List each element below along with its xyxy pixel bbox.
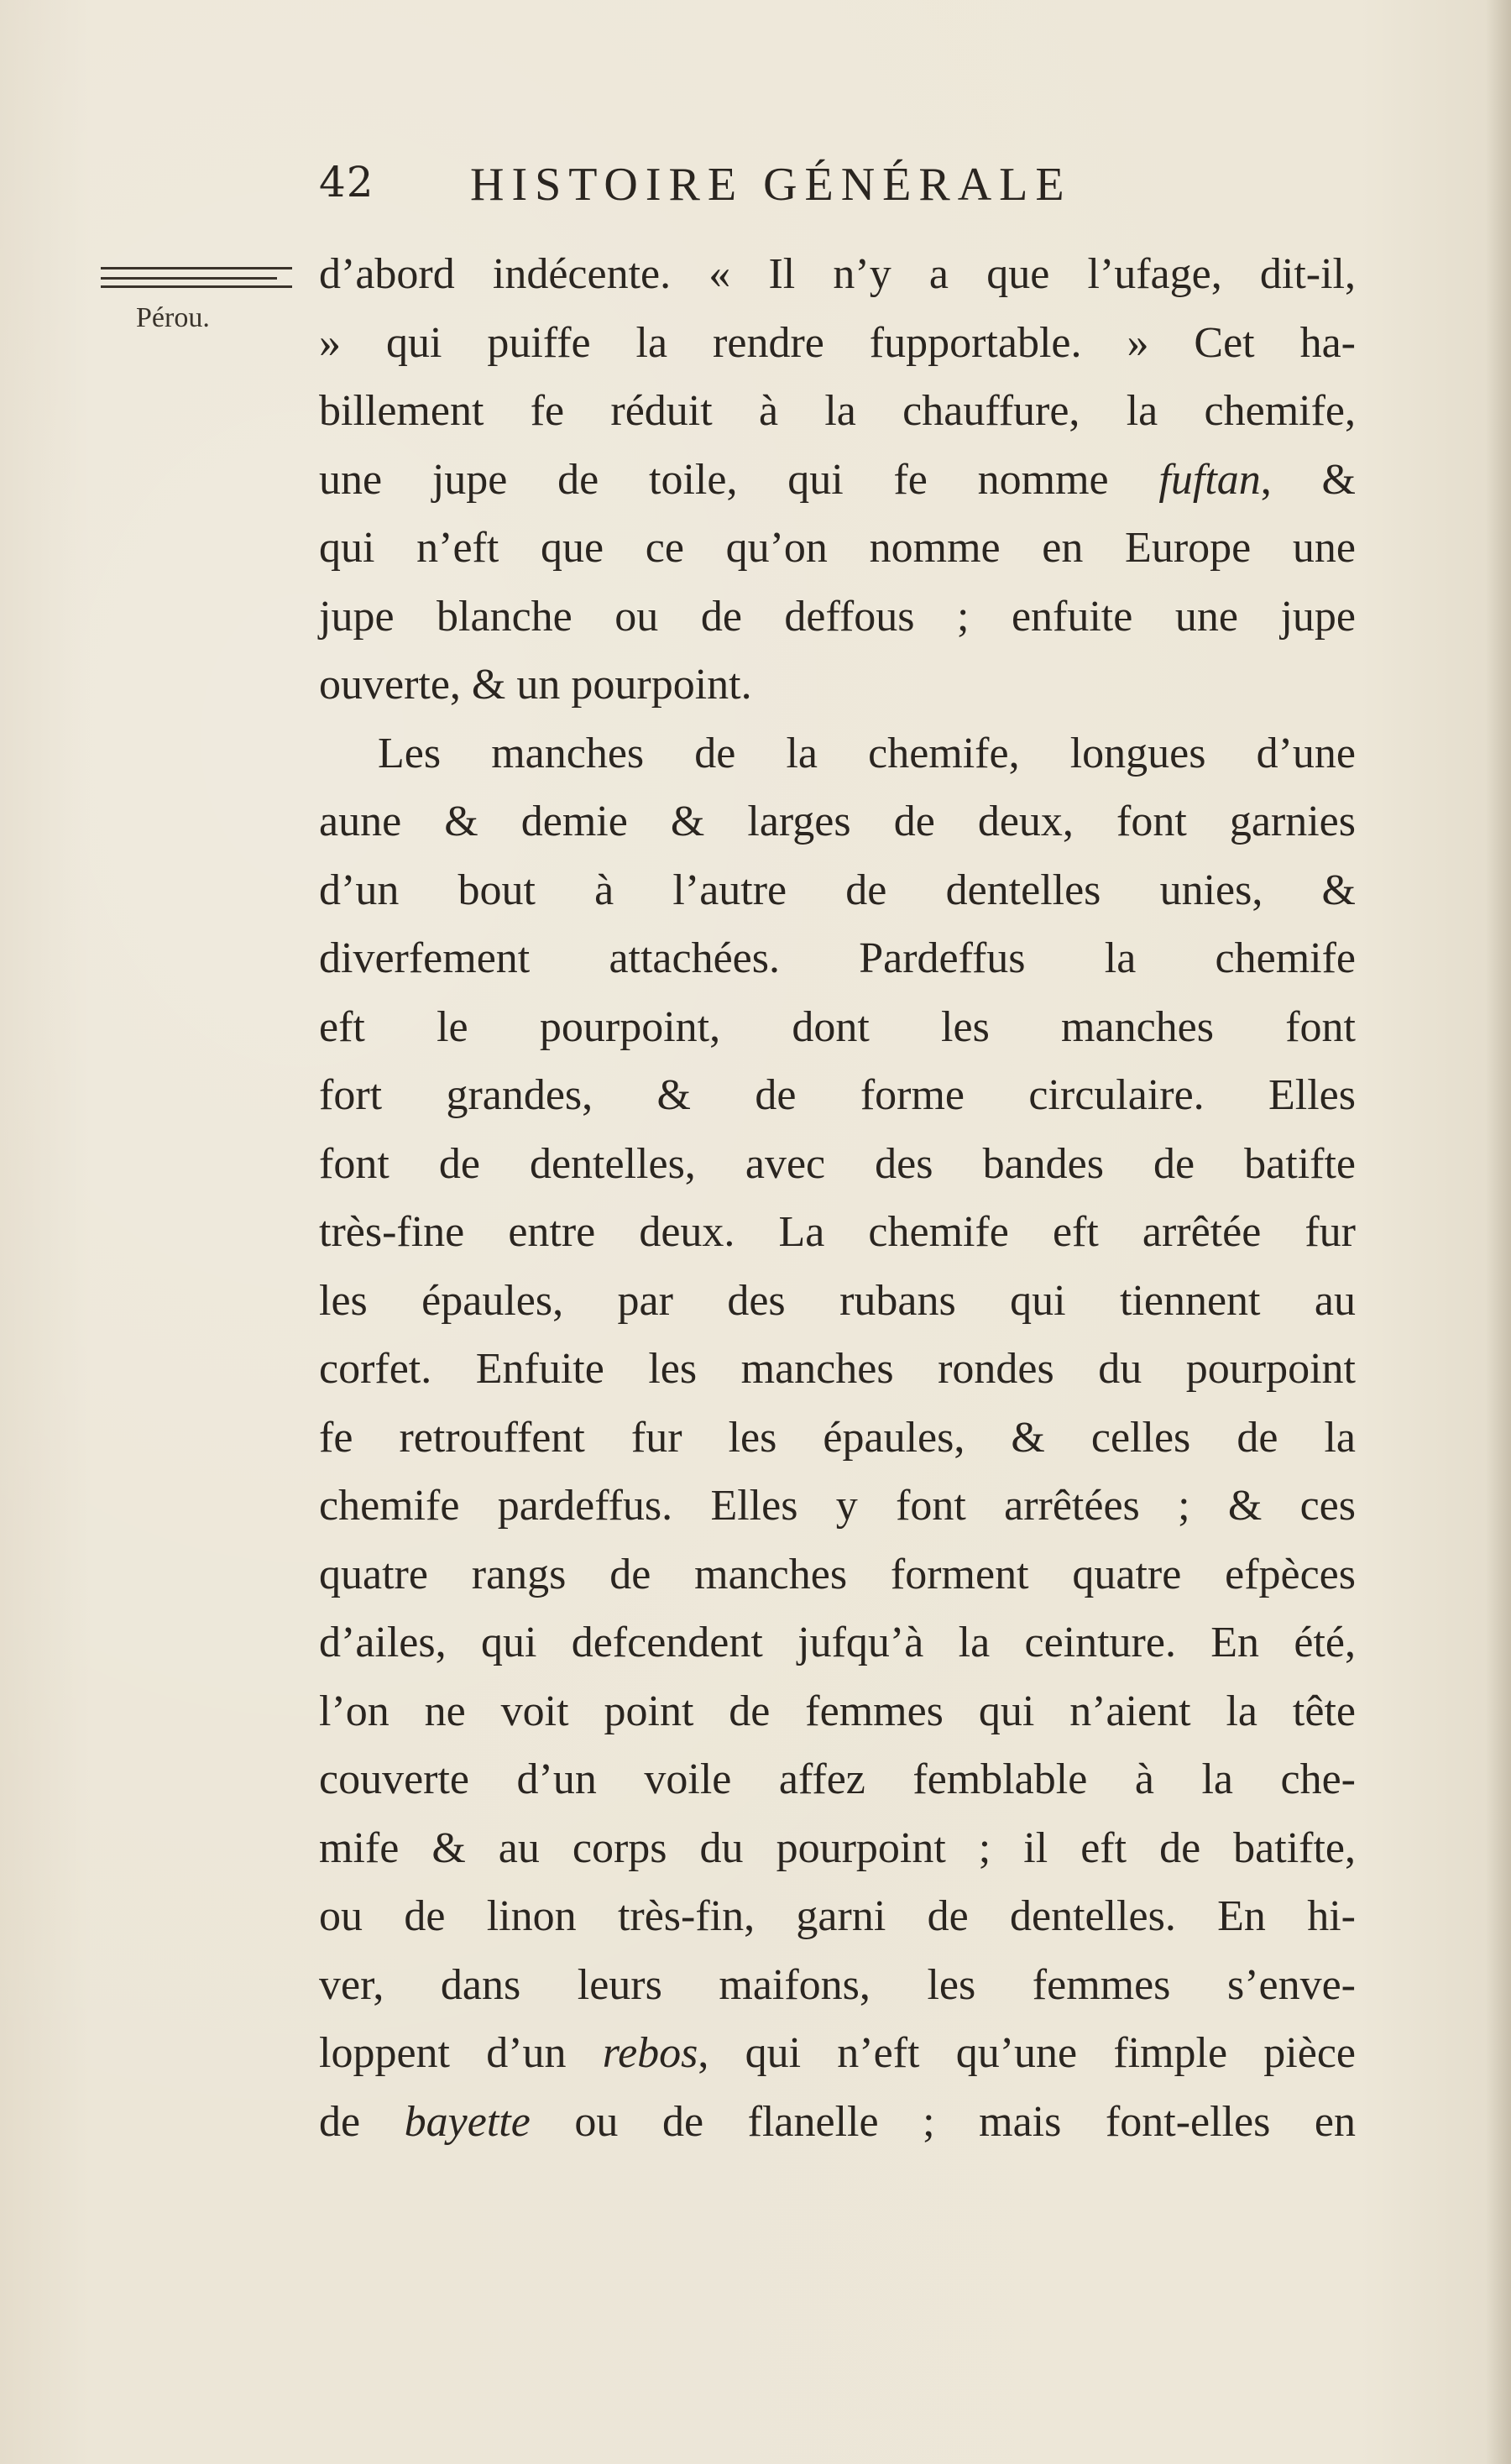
text-line [319, 583, 1356, 651]
text-run: ou de linon très-fin, garni de dentelles. En hi- [319, 1892, 1356, 1940]
text-line [319, 1745, 1356, 1814]
text-line [319, 1882, 1356, 1951]
text-run: ouverte, & un pourpoint. [319, 661, 752, 709]
text-run: quatre rangs de manches forment quatre efpèces [319, 1550, 1356, 1598]
margin-rule [101, 267, 292, 269]
text-line [319, 856, 1356, 925]
running-title: HISTOIRE GÉNÉRALE [470, 159, 1072, 211]
text-line [319, 1130, 1356, 1199]
text-line [319, 1609, 1356, 1677]
text-run: aune & demie & larges de deux, font garnies [319, 798, 1356, 845]
text-run: mife & au corps du pourpoint ; il eft de batifte, [319, 1823, 1356, 1872]
text-run: d’un bout à l’autre de dentelles unies, & [319, 866, 1356, 914]
text-run: chemife pardeffus. Elles y font arrêtées ; & ces [319, 1482, 1356, 1530]
text-line [319, 1814, 1356, 1883]
text-run: d’ailes, qui defcendent jufqu’à la ceinture. En été, [319, 1619, 1356, 1666]
text-line [319, 240, 1356, 309]
text-run: Les manches de la chemife, longues d’une [378, 729, 1356, 777]
text-line [319, 787, 1356, 856]
margin-note: Pérou. [136, 302, 210, 333]
text-run: font de dentelles, avec des bandes de batifte [319, 1139, 1356, 1188]
text-run: ver, dans leurs maifons, les femmes s’enve- [319, 1960, 1356, 2009]
text-line [319, 2019, 1356, 2088]
text-run: , & [1260, 455, 1356, 504]
text-line [319, 514, 1356, 583]
italic-text: rebos [602, 2029, 698, 2077]
margin-rule [101, 285, 292, 288]
text-run: billement fe réduit à la chauffure, la chemife, [319, 387, 1356, 435]
text-line [319, 993, 1356, 1062]
text-line [319, 309, 1356, 378]
text-line [319, 651, 1356, 719]
text-line [319, 1061, 1356, 1130]
page-number: 42 [319, 158, 374, 207]
text-line [319, 446, 1356, 515]
text-run: loppent d’un [319, 2029, 603, 2077]
text-line [319, 1267, 1356, 1336]
text-line [319, 1541, 1356, 1609]
text-run: ou de flanelle ; mais font-elles en [530, 2097, 1356, 2146]
text-run: l’on ne voit point de femmes qui n’aient la tête [319, 1687, 1356, 1735]
text-line [319, 1472, 1356, 1541]
text-run: jupe blanche ou de deffous ; enfuite une jupe [319, 592, 1356, 641]
body-text [319, 240, 1356, 2156]
text-run: qui n’eft que ce qu’on nomme en Europe une [319, 524, 1356, 572]
running-head [319, 158, 1352, 225]
text-line [319, 1404, 1356, 1473]
text-run: couverte d’un voile affez femblable à la che- [319, 1755, 1356, 1803]
text-run: corfet. Enfuite les manches rondes du pourpoint [319, 1345, 1356, 1393]
text-run: une jupe de toile, qui fe nomme [319, 455, 1159, 504]
text-line [319, 1951, 1356, 2020]
text-line [319, 1198, 1356, 1267]
italic-text: fuftan [1158, 455, 1261, 504]
text-line [319, 1335, 1356, 1404]
text-line [319, 1677, 1356, 1746]
text-run: , qui n’eft qu’une fimple pièce [698, 2029, 1356, 2077]
text-run: de [319, 2097, 405, 2146]
text-line [319, 2088, 1356, 2157]
text-line [319, 924, 1356, 993]
text-run: d’abord indécente. « Il n’y a que l’ufage, dit-il, [319, 250, 1356, 298]
text-run: fe retrouffent fur les épaules, & celles de la [319, 1413, 1356, 1462]
text-line [319, 377, 1356, 446]
text-run: fort grandes, & de forme circulaire. Elles [319, 1071, 1356, 1119]
text-run: très-fine entre deux. La chemife eft arrêtée fur [319, 1208, 1356, 1256]
margin-rule [101, 277, 277, 280]
text-line [319, 719, 1356, 788]
text-run: diverfement attachées. Pardeffus la chemife [319, 934, 1356, 982]
page-edge-shadow [1486, 0, 1511, 2464]
italic-text: bayette [404, 2097, 531, 2146]
text-run: eft le pourpoint, dont les manches font [319, 1002, 1356, 1051]
text-run: » qui puiffe la rendre fupportable. » Cet ha- [319, 318, 1356, 367]
text-run: les épaules, par des rubans qui tiennent au [319, 1276, 1356, 1325]
